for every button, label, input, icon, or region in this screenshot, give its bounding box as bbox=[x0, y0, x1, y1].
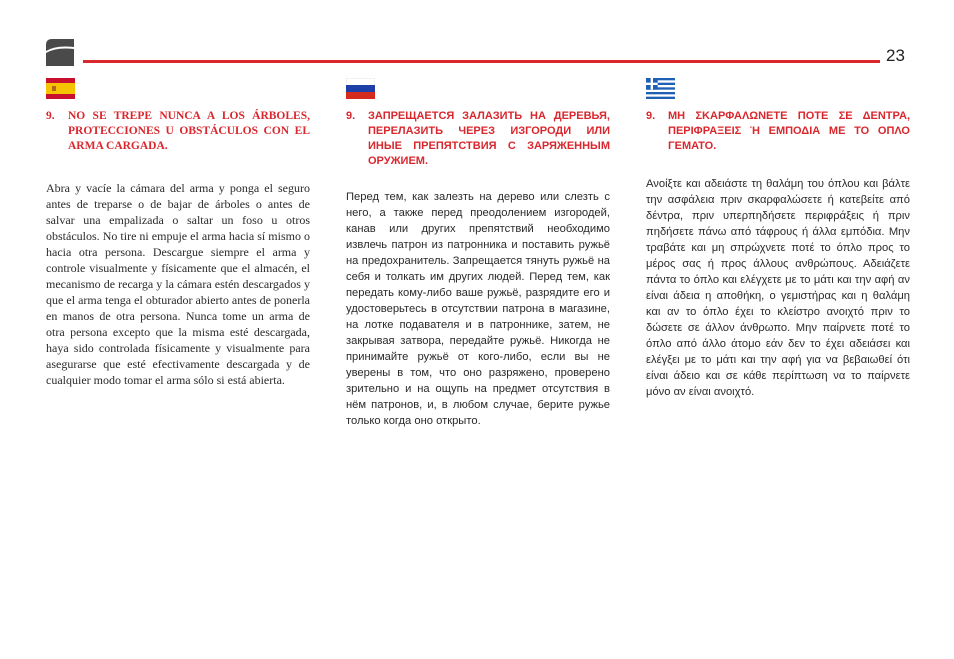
brand-logo-icon bbox=[46, 39, 74, 66]
section-number: 9. bbox=[346, 110, 356, 122]
section-body: Abra y vacíe la cámara del arma y ponga el seguro antes de treparse o de bajar de árboles o antes de salvar una empalizada o saltar un foso u otros obstáculos. No tire ni empuje el arma hacia sí mismo o hacia otra persona. Descargue siempre el arma y controle visualmente y físicamente que el almacén, el mecanismo de recarga y la cámara estén descargados y que el arma tenga el obturador abierto antes de ponerla en manos de otra persona. Nunca tome un arma de otra persona excepto que la misma esté descargada, haya sido controlada físicamente y visualmente para asegurarse que esté efectivamente descargada y de cualquier modo tomar el arma sólo si está abierta. bbox=[46, 181, 310, 387]
header-rule bbox=[83, 60, 880, 63]
russia-flag-icon bbox=[346, 78, 375, 99]
section-body: Ανοίξτε και αδειάστε τη θαλάμη του όπλου και βάλτε την ασφάλεια πριν σκαρφαλώσετε ή κατεβείτε από δέντρα, πριν υπερπηδήσετε περιφράξεις ή πριν πηδήσετε πάνω από τάφρους ή άλλα εμπόδια. Μην τραβάτε και μη σπρώχνετε ποτέ το όπλο προς το μέρος σας ή προς άλλους ανθρώπους. Αδειάζετε πάντα το όπλο και ελέγχετε με το μάτι και την αφή αν είναι άδεια η αποθήκη, ο γεμιστήρας και η θαλάμη και αν το όπλο έχει το κλείστρο ανοιχτό πριν το δώσετε σε άλλον άνθρωπο. Μην παίρνετε ποτέ το όπλο από άλλο άτομο εάν δεν το έχει αδειάσει και ελέγξει με το μάτι και την αφή για να βεβαιωθεί ότι είναι άδειο και σε κάθε περίπτωση να το παίρνετε μόνο αν είναι ανοιχτό. bbox=[646, 178, 910, 398]
spain-flag-icon bbox=[46, 78, 75, 99]
section-heading bbox=[646, 109, 910, 154]
section-title: ЗАПРЕЩАЕТСЯ ЗАЛАЗИТЬ НА ДЕРЕВЬЯ, ПЕРЕЛАЗИТЬ ЧЕРЕЗ ИЗГОРОДИ ИЛИ ИНЫЕ ПРЕПЯТСТВИЯ С ЗАРЯЖЕННЫМ ОРУЖИЕМ. bbox=[368, 110, 610, 167]
section-title: ΜΗ ΣΚΑΡΦΑΛΩΝΕΤΕ ΠΟΤΕ ΣΕ ΔΕΝΤΡΑ, ΠΕΡΙΦΡΑΞΕΙΣ Ή ΕΜΠΟΔΙΑ ΜΕ ΤΟ ΟΠΛΟ ΓΕΜΑΤΟ. bbox=[668, 110, 910, 152]
section-number: 9. bbox=[646, 110, 656, 122]
section-body: Перед тем, как залезть на дерево или слезть с него, а также перед преодолением изгородей, канав или других препятствий необходимо извлечь патрон из патронника и поставить ружьё на предохранитель. Запрещается тянуть ружьё на себя и толкать им других людей. Перед тем, как передать кому-либо ваше ружьё, разрядите его и удостоверьтесь в отсутствии патрона в магазине, на лотке подавателя и в патроннике, затем, не закрывая затвора, передайте ружьё. Никогда не принимайте ружьё от кого-либо, если вы не уверены в том, что оно разряжено, проверено зрительно и на ощупь на предмет отсутствия в нём патронов, и, в любом случае, берите ружье только когда оно открыто. bbox=[346, 191, 610, 427]
section-heading bbox=[46, 109, 310, 154]
section-heading bbox=[346, 109, 610, 169]
greece-flag-icon bbox=[646, 78, 675, 99]
section-title: NO SE TREPE NUNCA A LOS ÁRBOLES, PROTECCIONES U OBSTÁCULOS CON EL ARMA CARGADA. bbox=[68, 110, 310, 152]
section-number: 9. bbox=[46, 110, 55, 122]
column-greek bbox=[646, 78, 910, 400]
column-spanish bbox=[46, 78, 310, 388]
column-russian bbox=[346, 78, 610, 429]
page-number: 23 bbox=[886, 46, 905, 65]
